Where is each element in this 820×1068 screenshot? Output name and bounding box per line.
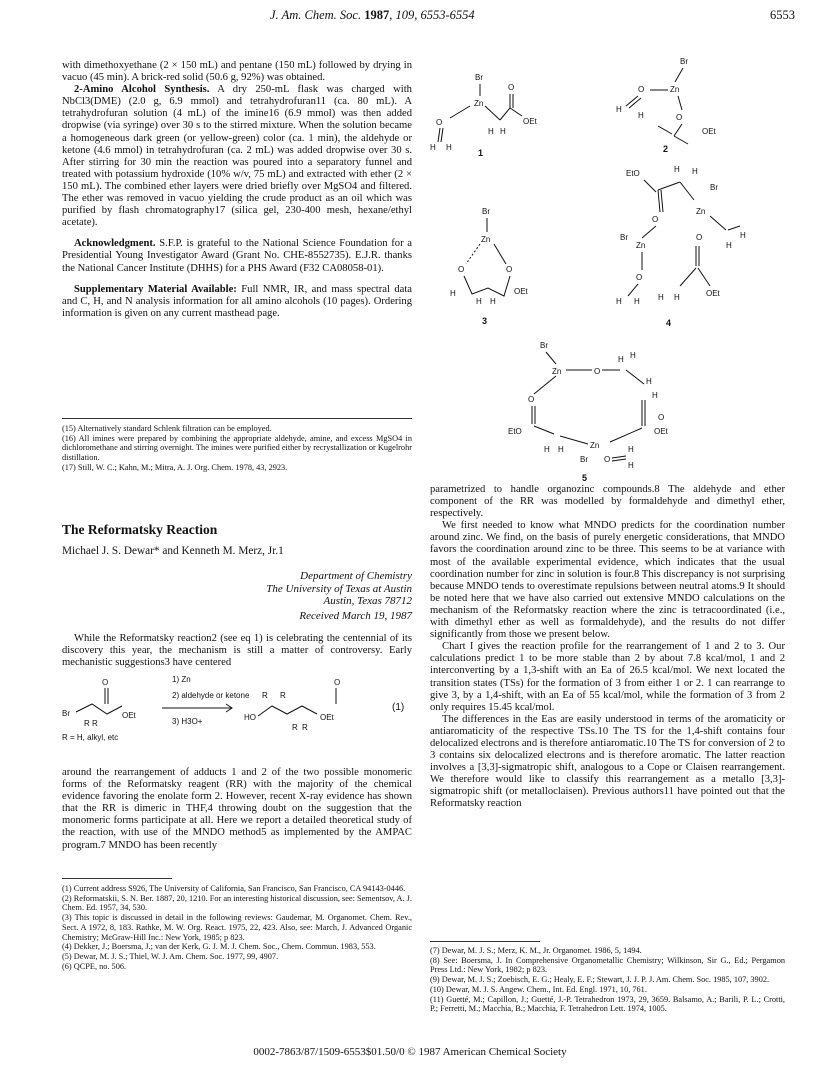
structure-2 <box>616 57 717 154</box>
svg-text:OEt: OEt <box>706 289 720 298</box>
svg-text:O: O <box>638 85 645 94</box>
paragraph: We first needed to know what MNDO predicts for the coordination number around zinc. We find, on the basis of purely energetic considerations, that MNDO favors the coordination around zinc to be three. This seems to be at variance with most of the available experimental evidence, which indicates that the usual coordination number for zinc in solution is four.8 This discrepancy is not surprising because MNDO tends to overestimate repulsions between neutral atoms.9 It should be noted here that we have also carried out extensive MNDO calculations on the mechanism of the Reformatsky reaction where the zinc is tetracoordinated (i.e., with dimethyl ether as well as formaldehyde), and the results do not differ significantly from those we present below. <box>430 520 785 641</box>
svg-text:H: H <box>500 127 506 136</box>
svg-text:H: H <box>740 231 746 240</box>
svg-text:H: H <box>658 293 664 302</box>
svg-text:H: H <box>616 105 622 114</box>
eq-bromine: Br <box>62 709 70 718</box>
svg-text:O: O <box>676 113 683 122</box>
svg-text:O: O <box>506 265 513 274</box>
eq-step-3: 3) H3O+ <box>172 717 203 726</box>
page-footer: 0002-7863/87/1509-6553$01.50/0 © 1987 American Chemical Society <box>253 1046 567 1058</box>
svg-text:OEt: OEt <box>654 427 668 436</box>
svg-text:EtO: EtO <box>626 169 640 178</box>
svg-text:O: O <box>658 413 665 422</box>
svg-text:O: O <box>458 265 465 274</box>
svg-text:O: O <box>594 367 601 376</box>
eq-ester: OEt <box>320 713 334 722</box>
svg-text:Zn: Zn <box>590 441 600 450</box>
svg-text:2: 2 <box>663 144 669 154</box>
svg-text:Br: Br <box>482 207 490 216</box>
footnote: (8) See: Boersma, J. In Comprehensive Organometallic Chemistry; Wilkinson, Sir G., Ed.; Pergamon Press Ltd.: New York, 1982; p 823. <box>430 955 785 975</box>
svg-text:Zn: Zn <box>481 235 491 244</box>
eq-step-2: 2) aldehyde or ketone <box>172 691 250 700</box>
svg-text:Br: Br <box>710 183 718 192</box>
svg-text:H: H <box>476 297 482 306</box>
svg-text:H: H <box>628 445 634 454</box>
eq-number: (1) <box>392 702 405 713</box>
svg-text:Zn: Zn <box>474 99 484 108</box>
svg-text:H: H <box>490 297 496 306</box>
svg-text:H: H <box>674 293 680 302</box>
svg-text:O: O <box>652 215 659 224</box>
footnote-rule <box>430 941 540 942</box>
svg-text:H: H <box>630 351 636 360</box>
svg-text:Zn: Zn <box>552 367 562 376</box>
svg-text:Br: Br <box>620 233 628 242</box>
previous-article-notes <box>62 424 412 473</box>
svg-text:OEt: OEt <box>523 117 537 126</box>
svg-text:H: H <box>652 391 658 400</box>
eq-r-note: R = H, alkyl, etc <box>62 733 119 742</box>
svg-text:OEt: OEt <box>702 127 716 136</box>
paragraph: 2-Amino Alcohol Synthesis. A dry 250-mL flask was charged with NbCl3(DME) (2.0 g, 6.9 mmol) and tetrahydrofuran11 (ca. 80 mL). A tetrahydrofuran solution (4 mL) of the imine16 (6.9 mmol) was then added dropwise (via syringe) over 30 s to the stirred mixture. When the solution became a homogeneous dark green (or yellow-green) color (ca. 1 min), the aldehyde or ketone (4.6 mmol) in tetrahydrofuran (ca. 2 mL) was added dropwise over 30 s. After stirring for 30 min the reaction was poured into a separatory funnel and treated with potassium hydroxide (10% w/v, 75 mL) and extracted with ether (2 × 150 mL). The combined ether layers were dried briefly over MgSO4 and filtered. The ether was removed in vacuo yielding the crude product as an oil which was purified by flash chromatography17 (silica gel, 230-400 mesh, hexane/ethyl acetate). <box>62 84 412 229</box>
running-header: J. Am. Chem. Soc. 1987, 109, 6553-6554 <box>270 8 475 22</box>
svg-text:H: H <box>450 289 456 298</box>
svg-text:3: 3 <box>482 316 488 326</box>
footnotes-left <box>62 884 412 971</box>
article-title: The Reformatsky Reaction <box>62 522 218 537</box>
svg-text:H: H <box>618 355 624 364</box>
svg-text:5: 5 <box>582 473 588 483</box>
svg-text:O: O <box>696 233 703 242</box>
footnote: (17) Still, W. C.; Kahn, M.; Mitra, A. J. Org. Chem. 1978, 43, 2923. <box>62 462 288 472</box>
svg-text:Br: Br <box>680 57 688 66</box>
eq-r-group: R <box>92 719 98 728</box>
eq-ester: OEt <box>122 711 136 720</box>
body-text <box>62 767 412 852</box>
svg-text:Zn: Zn <box>696 207 706 216</box>
svg-text:Zn: Zn <box>636 241 646 250</box>
eq-oxygen: O <box>334 678 341 687</box>
reaction-equation <box>62 676 412 756</box>
paragraph: around the rearrangement of adducts 1 and 2 of the two possible monomeric forms of the Reformatsky reagent (RR) with the majority of the chemical evidence favoring the enolate form 2. However, recent X-ray evidence has shown that the RR is dimeric in THF,4 throwing doubt on the suggestion that the monomeric forms participate at all. Here we report a detailed theoretical study of the reaction, with use of the MNDO method5 as implemented by the AMPAC program.7 MNDO has been recently <box>62 767 412 851</box>
eq-r-group: R <box>292 723 298 732</box>
paragraph: with dimethoxyethane (2 × 150 mL) and pentane (150 mL) followed by drying in vacuo (45 min). A brick-red solid (50.6 g, 92%) was obtained. <box>62 60 412 84</box>
svg-text:H: H <box>634 297 640 306</box>
footnote: (5) Dewar, M. J. S.; Thiel, W. J. Am. Chem. Soc. 1977, 99, 4907. <box>62 951 279 961</box>
svg-text:H: H <box>692 167 698 176</box>
footnote: (9) Dewar, M. J. S.; Zoebisch, E. G.; Healy, E. F.; Stewart, J. J. P. J. Am. Chem. Soc. 1985, 107, 3902. <box>430 975 770 985</box>
svg-text:H: H <box>638 111 644 120</box>
paragraph: While the Reformatsky reaction2 (see eq 1) is celebrating the centennial of its discovery this year, the mechanism is still a matter of controversy. Early mechanistic suggestions3 have centered <box>62 633 412 669</box>
paragraph: parametrized to handle organozinc compounds.8 The aldehyde and ether component of the RR was modelled by formaldehyde and dimethyl ether, respectively. <box>430 484 785 520</box>
supplementary-material: Supplementary Material Available: Full NMR, IR, and mass spectral data and C, H, and N analysis information for all amino alcohols (10 pages). Ordering information is given on any current masthead page. <box>62 283 412 319</box>
structure-5 <box>508 341 669 470</box>
footnote: (7) Dewar, M. J. S.; Merz, K. M., Jr. Organomet. 1986, 5, 1494. <box>430 946 642 955</box>
footnote: (4) Dekker, J.; Boersma, J.; van der Kerk, G. J. M. J. Chem. Soc., Chem. Commun. 1983, 553. <box>62 942 376 952</box>
svg-text:H: H <box>544 445 550 454</box>
eq-r-group: R <box>280 691 286 700</box>
footnote: (10) Dewar, M. J. S. Angew. Chem., Int. Ed. Engl. 1971, 10, 761. <box>430 984 647 994</box>
eq-oxygen: O <box>102 678 109 687</box>
structure-1 <box>430 73 538 158</box>
svg-text:H: H <box>558 445 564 454</box>
svg-text:1: 1 <box>478 148 484 158</box>
structure-4 <box>616 165 746 328</box>
svg-text:H: H <box>488 127 494 136</box>
footnote: (6) QCPE, no. 506. <box>62 961 127 971</box>
svg-text:H: H <box>674 165 680 174</box>
svg-text:O: O <box>528 395 535 404</box>
eq-r-group: R <box>262 691 268 700</box>
svg-text:EtO: EtO <box>508 427 522 436</box>
affiliation: Department of Chemistry The University of Texas at Austin Austin, Texas 78712 Received March 19, 1987 <box>266 570 412 622</box>
body-text-right <box>430 484 785 811</box>
footnote: (1) Current address S926, The University of California, San Francisco, San Francisco, CA 94143-0446. <box>62 884 406 893</box>
intro-text <box>62 633 412 669</box>
structures-figure <box>430 50 785 470</box>
acknowledgment: Acknowledgment. S.F.P. is grateful to the National Science Foundation for a Presidential Young Investigator Award (Grant No. CHE-8552735). E.J.R. thanks the National Cancer Institute (DHHS) for a PHS Award (F32 CA08058-01). <box>62 238 412 274</box>
svg-text:4: 4 <box>666 318 672 328</box>
eq-r-group: R <box>302 723 308 732</box>
svg-text:O: O <box>436 118 443 127</box>
eq-r-group: R <box>84 719 90 728</box>
divider <box>62 418 412 419</box>
paragraph: The differences in the Eas are easily understood in terms of the aromaticity or antiaromaticity of the respective TSs.10 The TS for the 1,4-shift contains four delocalized electrons and is therefore antiaromatic.10 The TS for conversion of 2 to 3 contains six delocalized electrons and is therefore aromatic. The latter reaction involves a [3,3]-sigmatropic shift, analogous to a Cope or Claisen rearrangement. We therefore would like to classify this rearrangement as a metallo [3,3]-sigmatropic shift (or metalloclaisen). Previous authors11 have pointed out that the Reformatsky reaction <box>430 713 785 810</box>
footnote: (15) Alternatively standard Schlenk filtration can be employed. <box>62 424 272 433</box>
eq-step-1: 1) Zn <box>172 676 191 684</box>
footnote: (11) Guetté, M.; Capillon, J.; Guetté, J.-P. Tetrahedron 1973, 29, 3659. Balsamo, A.; Barili, P. L.; Crotti, P.; Ferretti, M.; Macchia, B.; Macchia, F. Tetrahedron Lett. 1974, 1005. <box>430 994 785 1014</box>
svg-text:H: H <box>616 297 622 306</box>
footnote: (2) Reformatskii, S. N. Ber. 1887, 20, 1210. For an interesting historical discussion, see: Sementsov, A. J. Chem. Ed. 1957, 34, 530. <box>62 893 412 913</box>
bond <box>258 706 317 716</box>
previous-article-text <box>62 60 412 320</box>
svg-text:OEt: OEt <box>514 287 528 296</box>
svg-text:O: O <box>508 83 515 92</box>
footnote: (16) All imines were prepared by combining the appropriate aldehyde, amine, and excess MgSO4 in dichloromethane and stirring overnight. The imines were purified either by recrystallization or Kugelrohr distillation. <box>62 433 412 463</box>
svg-text:O: O <box>636 273 643 282</box>
svg-text:Br: Br <box>580 455 588 464</box>
svg-text:H: H <box>646 377 652 386</box>
svg-text:H: H <box>430 143 436 152</box>
svg-text:Br: Br <box>540 341 548 350</box>
svg-text:H: H <box>726 241 732 250</box>
footnote: (3) This topic is discussed in detail in the following reviews: Gaudemar, M. Organomet. Chem. Rev., Sect. A 1972, 8, 183. Rathke, M. W. Org. React. 1975, 22, 423. Also, see: March, J. Advanced Organic Chemistry; McGraw-Hill Inc.: New York, 1985; p 823. <box>62 913 412 942</box>
bond <box>76 704 122 714</box>
article-authors: Michael J. S. Dewar* and Kenneth M. Merz, Jr.1 <box>62 545 284 557</box>
footnote-rule <box>62 878 172 879</box>
paragraph: Chart I gives the reaction profile for the rearrangement of 1 and 2 to 3. Our calculations predict 1 to be more stable than 2 by about 7.8 kcal/mol, 1 and 2 interconverting by a 1,3-shift with an Ea of 26.5 kcal/mol. We next located the transition states (TSs) for the formation of 3 from either 1 or 2. 1 can rearrange to give 3, by a 1,4-shift, with an Ea of 55 kcal/mol, while the formation of 3 from 2 only requires 15.45 kcal/mol. <box>430 641 785 713</box>
svg-text:Br: Br <box>475 73 483 82</box>
eq-hydroxyl: HO <box>244 713 256 722</box>
svg-text:Zn: Zn <box>670 85 680 94</box>
page-number: 6553 <box>770 8 795 22</box>
structure-3 <box>450 207 529 326</box>
svg-text:H: H <box>628 461 634 470</box>
footnotes-right <box>430 946 785 1014</box>
svg-text:O: O <box>604 455 611 464</box>
svg-text:H: H <box>446 143 452 152</box>
